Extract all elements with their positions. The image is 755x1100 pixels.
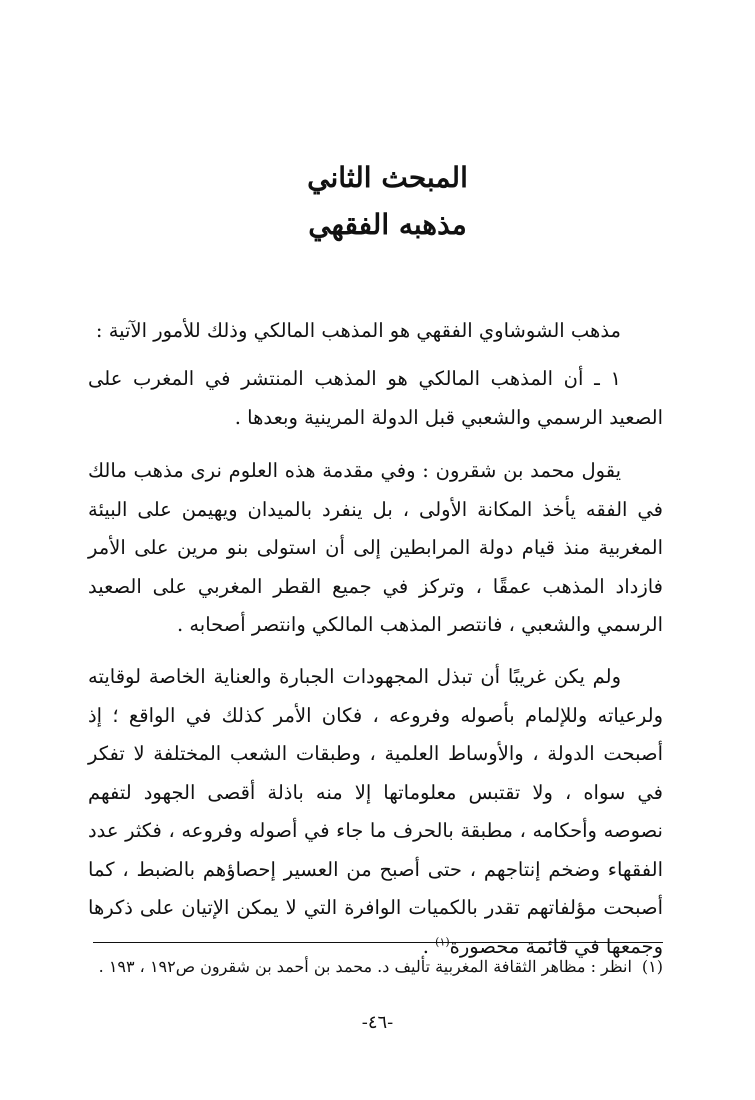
list-item-1: ١ ـ أن المذهب المالكي هو المذهب المنتشر في المغرب على الصعيد الرسمي والشعبي قبل الدولة المرينية وبعدها . xyxy=(88,367,663,429)
quote-paragraph: يقول محمد بن شقرون : وفي مقدمة هذه العلوم نرى مذهب مالك في الفقه يأخذ المكانة الأولى ، بل ينفرد بالميدان ويهيمن على البيئة المغربية منذ قيام دولة المرابطين إلى أن استولى بنو مرين على الأمر فازداد المذهب عمقًا ، وتركز في جميع القطر المغربي على الصعيد الرسمي والشعبي ، فانتصر المذهب المالكي وانتصر أصحابه . xyxy=(88,459,663,636)
section-heading: المبحث الثاني xyxy=(307,161,468,194)
footnote-divider xyxy=(93,942,663,943)
body-paragraph xyxy=(88,658,663,966)
body-end: . xyxy=(422,934,436,958)
body-text: ولم يكن غريبًا أن تبذل المجهودات الجبارة والعناية الخاصة لوقايته ولرعياته وللإلمام بأصوله وفروعه ، فكان الأمر كذلك في الواقع ؛ إذ أصبحت الدولة ، والأوساط العلمية ، وطبقات الشعب المختلفة لا تفكر في سواه ، ولا تقتبس معلوماتها إلا منه باذلة أقصى الجهود لتفهم نصوصه وأحكامه ، مطبقة بالحرف ما جاء في أصوله وفروعه ، فكثر عدد الفقهاء وضخم إنتاجهم ، حتى أصبح من العسير إحصاؤهم بالضبط ، كما أصبحت مؤلفاتهم تقدر بالكميات الوافرة التي لا يمكن الإتيان على ذكرها وجمعها في قائمة محصورة xyxy=(88,665,663,958)
page-number: -٤٦- xyxy=(361,1012,394,1033)
footnote-number: (١) xyxy=(641,957,663,976)
footnote-text: انظر : مظاهر الثقافة المغربية تأليف د. محمد بن أحمد بن شقرون ص١٩٢ ، ١٩٣ . xyxy=(98,957,632,976)
footnote-reference[interactable]: (١) xyxy=(435,935,450,948)
footnote xyxy=(88,954,663,980)
intro-paragraph: مذهب الشوشاوي الفقهي هو المذهب المالكي وذلك للأمور الآتية : xyxy=(95,319,621,342)
section-title: مذهبه الفقهي xyxy=(308,208,467,241)
